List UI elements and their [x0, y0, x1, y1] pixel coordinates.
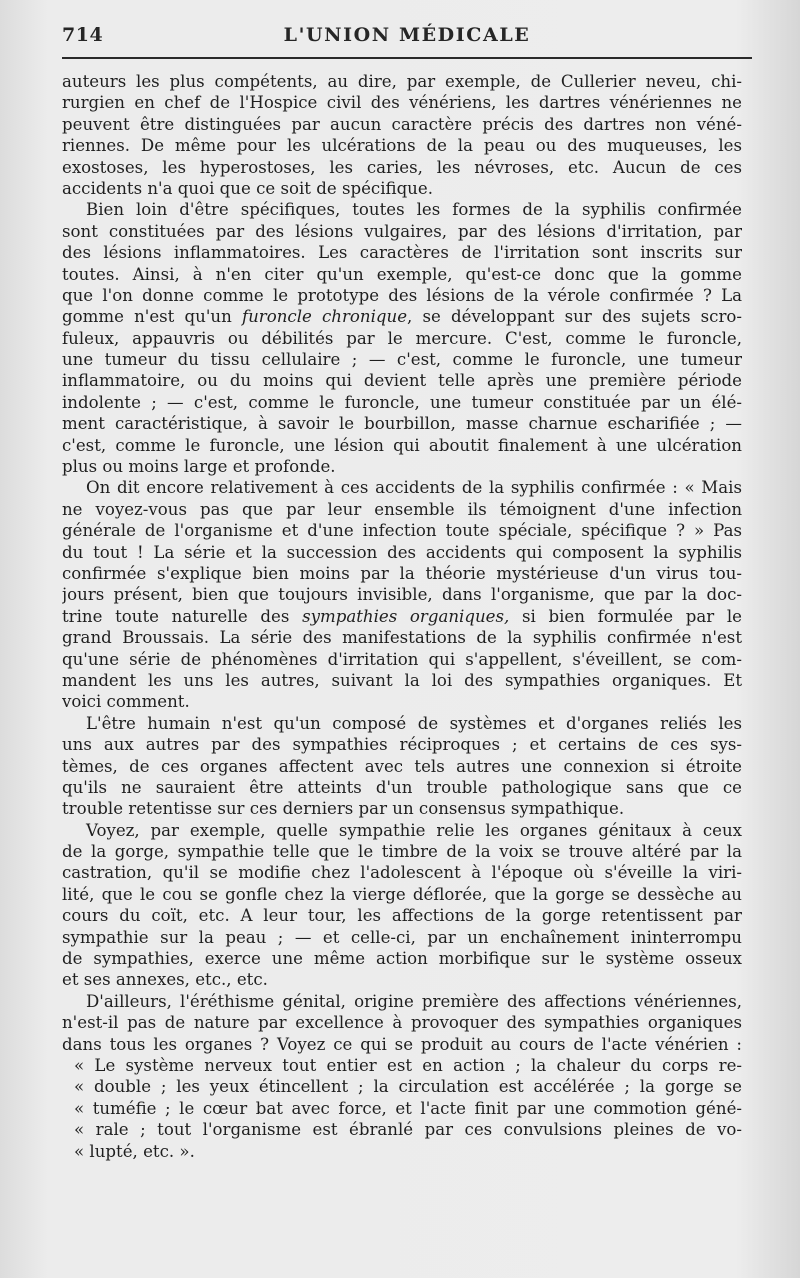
text-line: On dit encore relativement à ces accidents de la syphilis confirmée : « Mais: [86, 478, 742, 498]
text-line: riennes. De même pour les ulcérations de la peau ou des muqueuses, les: [62, 136, 742, 156]
text-line: toutes. Ainsi, à n'en citer qu'un exemple, qu'est-ce donc que la gomme: [62, 264, 742, 284]
text-line: trine toute naturelle des sympathies organiques, si bien formulée par le: [62, 606, 742, 626]
emphasis-text: sympathies organiques,: [302, 606, 510, 626]
text-line: peuvent être distinguées par aucun caractère précis des dartres non véné-: [62, 114, 742, 134]
text-line: castration, qu'il se modifie chez l'adolescent à l'époque où s'éveille la viri-: [62, 863, 742, 883]
text-line: rurgien en chef de l'Hospice civil des vénériens, les dartres vénériennes ne: [62, 93, 742, 113]
text-line: Voyez, par exemple, quelle sympathie relie les organes génitaux à ceux: [86, 820, 742, 840]
text-line: D'ailleurs, l'éréthisme génital, origine première des affections vénériennes,: [86, 991, 742, 1011]
text-line: de sympathies, exerce une même action morbifique sur le système osseux: [62, 949, 742, 969]
text-line: « tuméfie ; le cœur bat avec force, et l'acte finit par une commotion géné-: [74, 1098, 742, 1118]
text-line: c'est, comme le furoncle, une lésion qui aboutit finalement à une ulcération: [62, 435, 742, 455]
text-line: L'être humain n'est qu'un composé de systèmes et d'organes reliés les: [86, 713, 742, 733]
text-line: auteurs les plus compétents, au dire, par exemple, de Cullerier neveu, chi-: [62, 72, 742, 91]
text-line: confirmée s'explique bien moins par la théorie mystérieuse d'un virus tou-: [62, 563, 742, 583]
page-number: 714: [62, 24, 104, 46]
page-header: [62, 24, 752, 54]
text-line: générale de l'organisme et d'une infection toute spéciale, spécifique ? » Pas: [62, 521, 742, 541]
journal-title: L'UNION MÉDICALE: [283, 24, 531, 46]
text-line: sympathie sur la peau ; — et celle-ci, par un enchaînement ininterrompu: [62, 927, 742, 947]
text-line: jours présent, bien que toujours invisible, dans l'organisme, que par la doc-: [62, 585, 742, 605]
text-line: fuleux, appauvris ou débilités par le mercure. C'est, comme le furoncle,: [62, 328, 742, 348]
text-line: indolente ; — c'est, comme le furoncle, une tumeur constituée par un élé-: [62, 392, 742, 412]
text-line: sont constituées par des lésions vulgaires, par des lésions d'irritation, par: [62, 221, 742, 241]
body-text: [62, 71, 742, 1162]
text-line: exostoses, les hyperostoses, les caries, les névroses, etc. Aucun de ces: [62, 157, 742, 177]
text-line: du tout ! La série et la succession des accidents qui composent la syphilis: [62, 542, 742, 562]
text-line: « lupté, etc. ».: [74, 1141, 195, 1161]
text-line: tèmes, de ces organes affectent avec tels autres une connexion si étroite: [62, 756, 742, 776]
text-line: voici comment.: [62, 692, 190, 712]
text-line: uns aux autres par des sympathies réciproques ; et certains de ces sys-: [62, 735, 742, 755]
text-line: et ses annexes, etc., etc.: [62, 970, 268, 990]
text-line: « rale ; tout l'organisme est ébranlé par ces convulsions pleines de vo-: [74, 1120, 742, 1140]
text-line: qu'ils ne sauraient être atteints d'un trouble pathologique sans que ce: [62, 777, 742, 797]
text-line: qu'une série de phénomènes d'irritation qui s'appellent, s'éveillent, se com-: [62, 649, 742, 669]
text-line: des lésions inflammatoires. Les caractères de l'irritation sont inscrits sur: [62, 243, 742, 263]
text-line: Bien loin d'être spécifiques, toutes les formes de la syphilis confirmée: [86, 200, 742, 220]
header-rule: [62, 57, 752, 59]
text-line: « double ; les yeux étincellent ; la circulation est accélérée ; la gorge se: [74, 1077, 742, 1097]
text-line: trouble retentisse sur ces derniers par un consensus sympathique.: [62, 799, 625, 819]
text-line: grand Broussais. La série des manifestations de la syphilis confirmée n'est: [62, 628, 742, 648]
text-line: mandent les uns les autres, suivant la loi des sympathies organiques. Et: [62, 670, 742, 690]
text-line: ne voyez-vous pas que par leur ensemble ils témoignent d'une infection: [62, 499, 742, 519]
text-line: de la gorge, sympathie telle que le timbre de la voix se trouve altéré par la: [62, 842, 742, 862]
text-line: lité, que le cou se gonfle chez la vierge déflorée, que la gorge se dessèche au: [62, 884, 742, 904]
text-line: cours du coït, etc. A leur tour, les affections de la gorge retentissent par: [62, 906, 742, 926]
text-line: une tumeur du tissu cellulaire ; — c'est, comme le furoncle, une tumeur: [62, 350, 742, 370]
text-line: accidents n'a quoi que ce soit de spécifique.: [62, 178, 433, 198]
text-line: ment caractéristique, à savoir le bourbillon, masse charnue escharifiée ; —: [62, 414, 742, 434]
emphasis-text: furoncle chronique: [241, 307, 408, 327]
text-line: que l'on donne comme le prototype des lésions de la vérole confirmée ? La: [62, 285, 742, 305]
text-line: « Le système nerveux tout entier est en action ; la chaleur du corps re-: [74, 1055, 742, 1075]
text-line: plus ou moins large et profonde.: [62, 457, 336, 477]
text-line: dans tous les organes ? Voyez ce qui se produit au cours de l'acte vénérien :: [62, 1034, 742, 1054]
text-line: inflammatoire, ou du moins qui devient telle après une première période: [62, 371, 742, 391]
text-line: n'est-il pas de nature par excellence à provoquer des sympathies organiques: [62, 1013, 742, 1033]
text-line: gomme n'est qu'un furoncle chronique, se développant sur des sujets scro-: [62, 307, 742, 327]
